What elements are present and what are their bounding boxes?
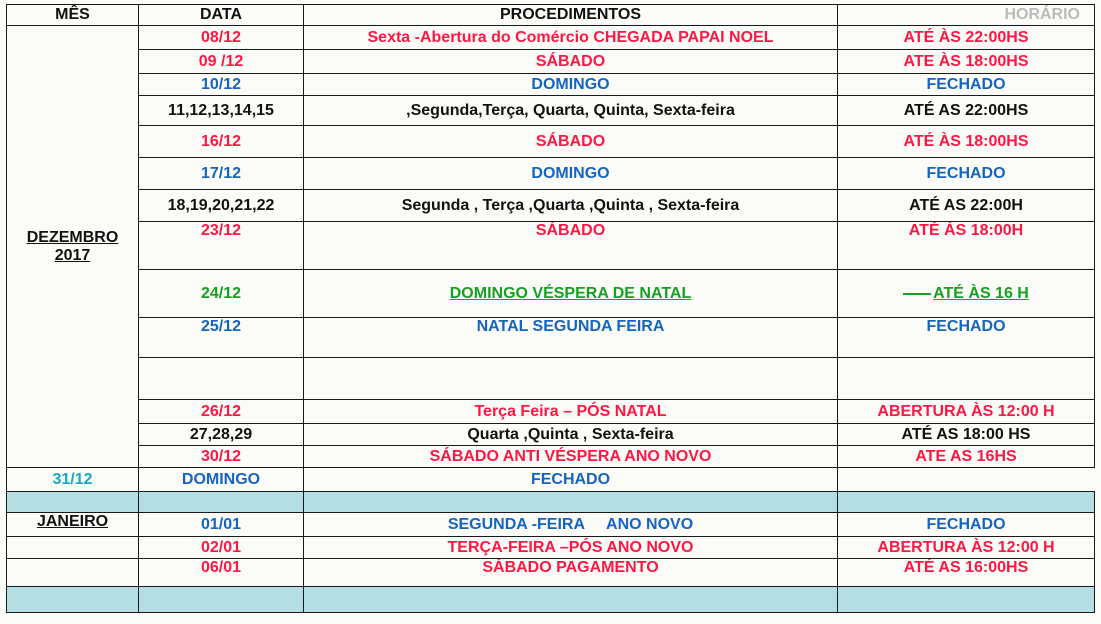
table-row bbox=[7, 158, 1095, 190]
hours-cell: ATÉ AS 18:00 HS bbox=[838, 424, 1095, 446]
header-horario: HORÁRIO bbox=[838, 5, 1095, 26]
date-cell: 25/12 bbox=[139, 318, 304, 358]
separator-cell bbox=[304, 587, 838, 613]
date-cell: 27,28,29 bbox=[139, 424, 304, 446]
header-mes: MÊS bbox=[7, 5, 139, 26]
separator-cell bbox=[7, 587, 139, 613]
hours-cell: ATÉ AS 22:00HS bbox=[838, 96, 1095, 126]
procedure-cell: SÁBADO bbox=[304, 50, 838, 74]
table-row bbox=[7, 537, 1095, 559]
procedure-cell: DOMINGO bbox=[304, 74, 838, 96]
separator-row bbox=[7, 587, 1095, 613]
header-row bbox=[7, 5, 1095, 26]
hours-cell: ABERTURA ÀS 12:00 H bbox=[838, 537, 1095, 559]
procedure-cell: NATAL SEGUNDA FEIRA bbox=[304, 318, 838, 358]
empty-cell bbox=[838, 358, 1095, 400]
hours-cell: ATE ÀS 18:00HS bbox=[838, 50, 1095, 74]
date-cell: 02/01 bbox=[139, 537, 304, 559]
schedule-table bbox=[6, 4, 1095, 613]
separator-cell bbox=[139, 587, 304, 613]
month-dezembro-name: DEZEMBRO bbox=[26, 228, 119, 246]
separator-cell bbox=[838, 492, 1095, 513]
date-cell: 06/01 bbox=[139, 559, 304, 587]
hours-cell: FECHADO bbox=[838, 74, 1095, 96]
table-row bbox=[7, 74, 1095, 96]
hours-text: ATÉ ÀS 16 H bbox=[933, 284, 1029, 302]
procedure-cell: Terça Feira – PÓS NATAL bbox=[304, 400, 838, 424]
table-row bbox=[7, 424, 1095, 446]
separator-cell bbox=[838, 587, 1095, 613]
table-row bbox=[7, 318, 1095, 358]
procedure-cell: Quarta ,Quinta , Sexta-feira bbox=[304, 424, 838, 446]
table-row bbox=[7, 96, 1095, 126]
procedure-cell: SÁBADO PAGAMENTO bbox=[304, 559, 838, 587]
separator-cell bbox=[7, 492, 139, 513]
separator-cell bbox=[139, 492, 304, 513]
procedure-cell: DOMINGO VÉSPERA DE NATAL bbox=[304, 270, 838, 318]
table-row bbox=[7, 513, 1095, 537]
date-cell: 11,12,13,14,15 bbox=[139, 96, 304, 126]
date-cell: 08/12 bbox=[139, 26, 304, 50]
date-cell: 09 /12 bbox=[139, 50, 304, 74]
procedure-cell: SÁBADO bbox=[304, 222, 838, 270]
hours-cell: ATE AS 16HS bbox=[838, 446, 1095, 468]
date-cell: 23/12 bbox=[139, 222, 304, 270]
procedure-cell: ,Segunda,Terça, Quarta, Quinta, Sexta-feira bbox=[304, 96, 838, 126]
table-row bbox=[7, 26, 1095, 50]
date-cell: 16/12 bbox=[139, 126, 304, 158]
table-row bbox=[7, 50, 1095, 74]
hours-cell: FECHADO bbox=[838, 318, 1095, 358]
procedure-cell: Sexta -Abertura do Comércio CHEGADA PAPAI NOEL bbox=[304, 26, 838, 50]
hours-cell: ATÉ ÀS 22:00HS bbox=[838, 26, 1095, 50]
hours-cell: FECHADO bbox=[838, 158, 1095, 190]
underline-mark bbox=[903, 293, 931, 295]
date-cell: 26/12 bbox=[139, 400, 304, 424]
date-cell: 31/12 bbox=[7, 468, 139, 492]
month-janeiro: JANEIRO bbox=[7, 513, 139, 537]
procedure-cell: SÁBADO ANTI VÉSPERA ANO NOVO bbox=[304, 446, 838, 468]
hours-cell: ABERTURA ÀS 12:00 H bbox=[838, 400, 1095, 424]
table-row bbox=[7, 270, 1095, 318]
hours-cell: FECHADO bbox=[304, 468, 838, 492]
table-row bbox=[7, 468, 1095, 492]
table-row-empty bbox=[7, 358, 1095, 400]
empty-cell bbox=[7, 559, 139, 587]
separator-row bbox=[7, 492, 1095, 513]
date-cell: 24/12 bbox=[139, 270, 304, 318]
hours-cell bbox=[838, 270, 1095, 318]
table-row bbox=[7, 190, 1095, 222]
table-row bbox=[7, 222, 1095, 270]
date-cell: 01/01 bbox=[139, 513, 304, 537]
hours-cell: ATÉ AS 22:00H bbox=[838, 190, 1095, 222]
empty-cell bbox=[7, 537, 139, 559]
hours-cell: ATÉ ÀS 18:00H bbox=[838, 222, 1095, 270]
month-dezembro bbox=[7, 26, 139, 468]
procedure-cell: Segunda , Terça ,Quarta ,Quinta , Sexta-feira bbox=[304, 190, 838, 222]
empty-cell bbox=[304, 358, 838, 400]
procedure-cell: DOMINGO bbox=[304, 158, 838, 190]
empty-cell bbox=[139, 358, 304, 400]
date-cell: 18,19,20,21,22 bbox=[139, 190, 304, 222]
table-row bbox=[7, 446, 1095, 468]
hours-cell: FECHADO bbox=[838, 513, 1095, 537]
procedure-cell: DOMINGO bbox=[139, 468, 304, 492]
table-row bbox=[7, 400, 1095, 424]
procedure-cell: SEGUNDA -FEIRA ANO NOVO bbox=[304, 513, 838, 537]
separator-cell bbox=[304, 492, 838, 513]
table-row bbox=[7, 126, 1095, 158]
table-row bbox=[7, 559, 1095, 587]
header-procedimentos: PROCEDIMENTOS bbox=[304, 5, 838, 26]
schedule-document bbox=[6, 4, 1094, 613]
date-cell: 17/12 bbox=[139, 158, 304, 190]
month-dezembro-year: 2017 bbox=[54, 246, 91, 264]
date-cell: 10/12 bbox=[139, 74, 304, 96]
date-cell: 30/12 bbox=[139, 446, 304, 468]
header-data: DATA bbox=[139, 5, 304, 26]
procedure-cell: SÁBADO bbox=[304, 126, 838, 158]
hours-cell: ATÉ AS 16:00HS bbox=[838, 559, 1095, 587]
hours-cell: ATÉ ÀS 18:00HS bbox=[838, 126, 1095, 158]
procedure-cell: TERÇA-FEIRA –PÓS ANO NOVO bbox=[304, 537, 838, 559]
